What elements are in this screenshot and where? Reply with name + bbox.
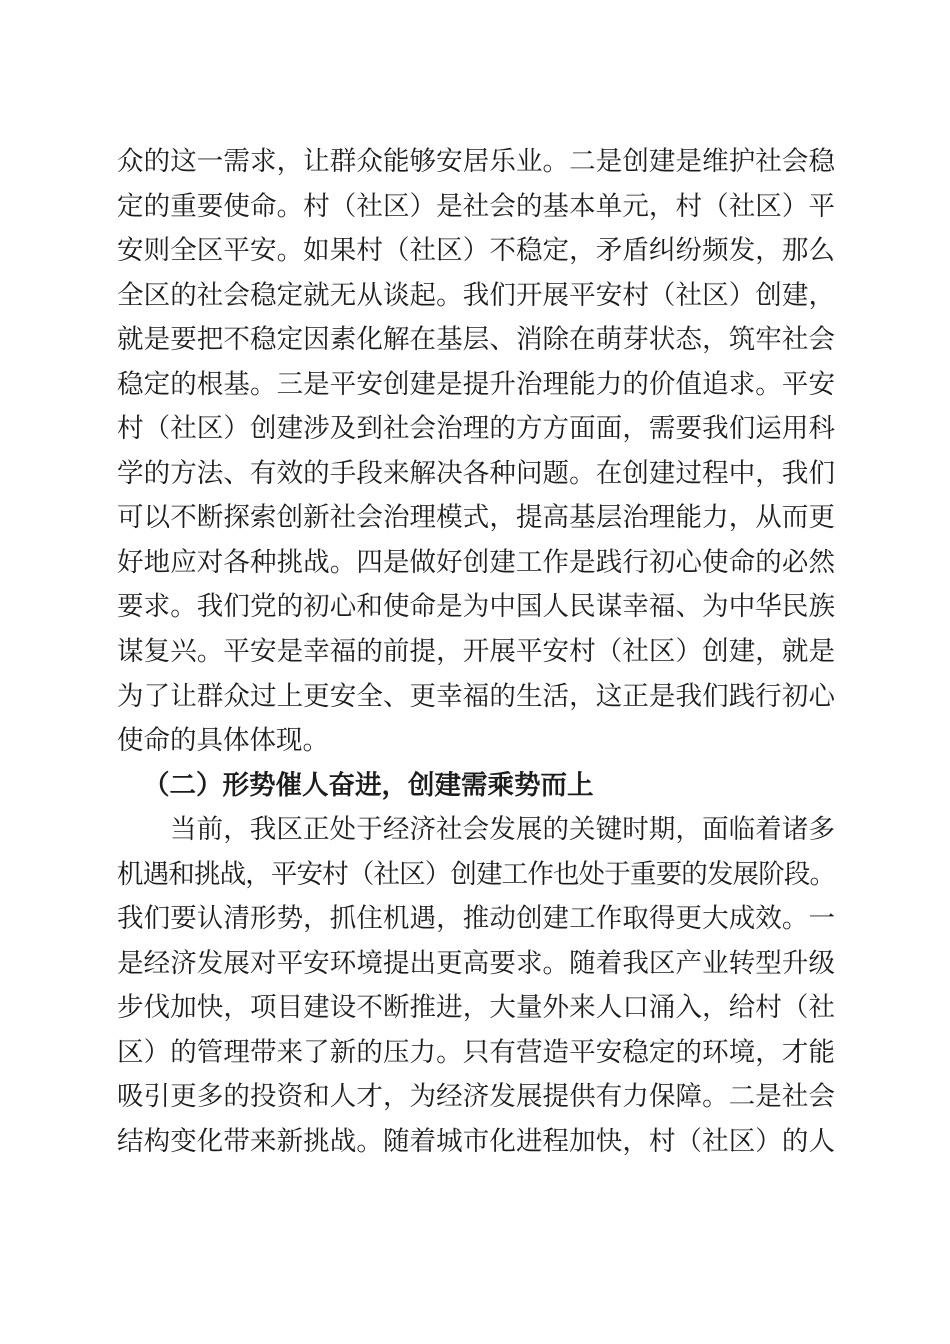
text-line: 区）的管理带来了新的压力。只有营造平安稳定的环境，才能 — [117, 1036, 835, 1067]
text-line: 机遇和挑战，平安村（社区）创建工作也处于重要的发展阶段。 — [117, 858, 835, 889]
text-line: 学的方法、有效的手段来解决各种问题。在创建过程中，我们 — [117, 457, 835, 488]
text-line: 定的重要使命。村（社区）是社会的基本单元，村（社区）平 — [117, 190, 835, 221]
text-line: 可以不断探索创新社会治理模式，提高基层治理能力，从而更 — [117, 502, 835, 533]
text-line: 谋复兴。平安是幸福的前提，开展平安村（社区）创建，就是 — [117, 636, 835, 667]
text-line: 是经济发展对平安环境提出更高要求。随着我区产业转型升级 — [117, 947, 835, 978]
text-line: 要求。我们党的初心和使命是为中国人民谋幸福、为中华民族 — [117, 591, 835, 622]
text-line: 为了让群众过上更安全、更幸福的生活，这正是我们践行初心 — [117, 680, 835, 711]
text-line: 稳定的根基。三是平安创建是提升治理能力的价值追求。平安 — [117, 368, 835, 399]
text-line: 当前，我区正处于经济社会发展的关键时期，面临着诸多 — [170, 814, 835, 845]
text-line: 就是要把不稳定因素化解在基层、消除在萌芽状态，筑牢社会 — [117, 324, 835, 355]
section-heading: （二）形势催人奋进，创建需乘势而上 — [143, 769, 594, 800]
text-line: 步伐加快，项目建设不断推进，大量外来人口涌入，给村（社 — [117, 992, 835, 1023]
text-line: 我们要认清形势，抓住机遇，推动创建工作取得更大成效。一 — [117, 903, 835, 934]
text-line: 全区的社会稳定就无从谈起。我们开展平安村（社区）创建， — [117, 279, 835, 310]
document-text-block — [117, 139, 835, 1164]
text-line: 安则全区平安。如果村（社区）不稳定，矛盾纠纷频发，那么 — [117, 235, 835, 266]
text-line: 结构变化带来新挑战。随着城市化进程加快，村（社区）的人 — [117, 1126, 835, 1157]
text-line: 使命的具体体现。 — [117, 725, 329, 756]
text-line: 众的这一需求，让群众能够安居乐业。二是创建是维护社会稳 — [117, 146, 835, 176]
text-line: 村（社区）创建涉及到社会治理的方方面面，需要我们运用科 — [117, 413, 835, 444]
text-line: 吸引更多的投资和人才，为经济发展提供有力保障。二是社会 — [117, 1081, 835, 1112]
text-line: 好地应对各种挑战。四是做好创建工作是践行初心使命的必然 — [117, 546, 835, 577]
